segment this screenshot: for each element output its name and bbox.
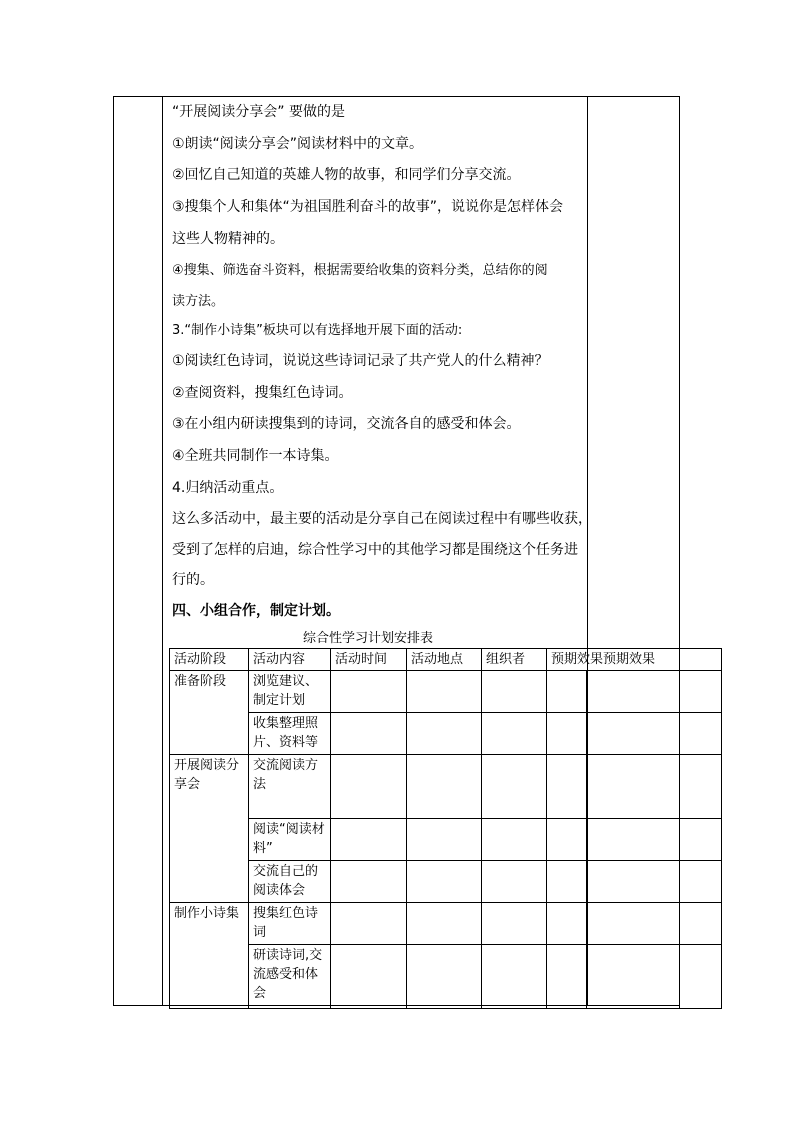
stage-cell: 准备阶段 (170, 671, 249, 755)
plan-table (169, 648, 722, 1009)
text-line: 4.归纳活动重点。 (172, 480, 284, 496)
text-line: ①阅读红色诗词，说说这些诗词记录了共产党人的什么精神？ (172, 353, 549, 369)
section-heading: 四、小组合作，制定计划。 (172, 603, 340, 619)
content-cell: 浏览建议、制定计划 (249, 671, 331, 713)
text-line: 这些人物精神的。 (172, 231, 284, 247)
table-caption: 综合性学习计划安排表 (303, 631, 434, 646)
header-cell: 组织者 (482, 649, 547, 671)
table-row (170, 903, 722, 945)
content-cell: 收集整理照片、资料等 (249, 713, 331, 755)
table-row (170, 671, 722, 713)
text-line: ②查阅资料，搜集红色诗词。 (172, 385, 353, 401)
table-row (170, 713, 722, 755)
table-row (170, 945, 722, 1009)
text-line: 3.“制作小诗集”板块可以有选择地开展下面的活动: (172, 323, 463, 338)
content-cell: 交流阅读方法 (249, 755, 331, 819)
frame-divider-left (162, 96, 163, 1006)
stage-cell: 开展阅读分享会 (170, 755, 249, 903)
stage-cell: 制作小诗集 (170, 903, 249, 1009)
text-line: ④搜集、筛选奋斗资料，根据需要给收集的资料分类，总结你的阅 (172, 263, 548, 278)
text-line: ④全班共同制作一本诗集。 (172, 448, 339, 464)
text-line: 读方法。 (172, 294, 225, 309)
table-header-row (170, 649, 722, 671)
header-cell: 活动内容 (249, 649, 331, 671)
text-line: ③搜集个人和集体“为祖国胜利奋斗的故事”，说说你是怎样体会 (172, 199, 564, 215)
table-row (170, 861, 722, 903)
header-cell (680, 649, 722, 671)
table-row (170, 819, 722, 861)
text-line: ②回忆自己知道的英雄人物的故事，和同学们分享交流。 (172, 167, 521, 183)
content-cell: 阅读“阅读材料” (249, 819, 331, 861)
text-line: 这么多活动中，最主要的活动是分享自己在阅读过程中有哪些收获， (172, 511, 592, 527)
text-line: 行的。 (172, 572, 214, 588)
header-cell: 活动地点 (407, 649, 482, 671)
text-line: ③在小组内研读搜集到的诗词，交流各自的感受和体会。 (172, 416, 521, 432)
text-line: ①朗读“阅读分享会”阅读材料中的文章。 (172, 136, 424, 152)
header-cell: 活动时间 (331, 649, 407, 671)
text-line: 受到了怎样的启迪，综合性学习中的其他学习都是围绕这个任务进 (172, 542, 578, 558)
content-cell: 搜集红色诗词 (249, 903, 331, 945)
text-line: “开展阅读分享会” 要做的是 (172, 104, 345, 120)
header-cell: 活动阶段 (170, 649, 249, 671)
table-row (170, 755, 722, 819)
header-cell: 预期效果预期效果 (547, 649, 680, 671)
content-cell: 研读诗词,交流感受和体会 (249, 945, 331, 1009)
content-cell: 交流自己的阅读体会 (249, 861, 331, 903)
